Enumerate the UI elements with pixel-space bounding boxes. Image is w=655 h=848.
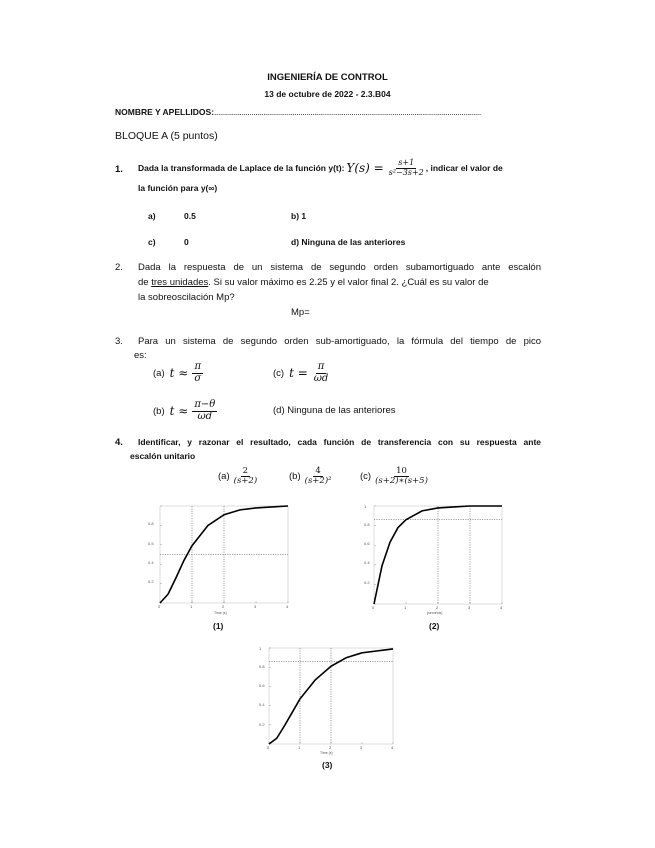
q3-line2: es: — [134, 350, 147, 361]
q4-tf-a-key: (a) — [218, 470, 230, 482]
plot-3-ytick: 0.2 — [259, 722, 265, 727]
plot-3-ytick: 1 — [259, 646, 262, 651]
plot-2-xlabel: (seconds) — [427, 611, 443, 615]
exam-title: INGENIERÍA DE CONTROL — [267, 72, 388, 83]
plot-1 — [140, 498, 300, 620]
q2-line2-underlined: tres unidades — [151, 277, 209, 288]
q1-statement — [138, 153, 503, 183]
q3-opt-a-den: σ — [194, 372, 202, 384]
plot-1-xtick: 4 — [286, 604, 289, 609]
q3-opt-a-lhs: t ≈ — [169, 366, 189, 380]
plot-1-xtick: 2 — [222, 604, 225, 609]
q3-option-c — [273, 358, 330, 388]
q4-tf-b — [289, 461, 334, 491]
q3-opt-a-num: π — [194, 361, 202, 372]
q3-opt-c-fraction — [312, 362, 331, 384]
q3-line1: Para un sistema de segundo orden sub-amortiguado, la fórmula del tiempo de pico — [138, 336, 541, 347]
q2-number: 2. — [115, 262, 123, 273]
q4-tf-c-fraction — [373, 467, 430, 486]
q3-opt-b-fraction — [192, 400, 217, 422]
q4-tf-a-den: (s+2) — [233, 475, 258, 486]
block-title: BLOQUE A (5 puntos) — [115, 130, 218, 142]
plot-3-xtick: 4 — [391, 745, 394, 750]
plot-3-caption: (3) — [322, 760, 333, 770]
plot-2-xtick: 4 — [500, 605, 503, 610]
q3-option-d: (d) Ninguna de las anteriores — [273, 405, 396, 416]
plot-3-ytick: 0.6 — [259, 683, 265, 688]
q1-text-b: , indicar el valor de — [425, 163, 503, 173]
plot-2-xtick: 0 — [372, 605, 375, 610]
q4-tf-b-key: (b) — [289, 470, 301, 482]
q1-opt-a-key: a) — [148, 211, 156, 221]
exam-date: 13 de octubre de 2022 - 2.3.B04 — [264, 89, 391, 99]
q2-line3: la sobreoscilación Mp? — [138, 292, 235, 303]
plot-2-ytick: 1 — [364, 504, 367, 509]
plot-2-xtick: 3 — [468, 605, 471, 610]
plot-2 — [355, 498, 515, 620]
q4-tf-c-den: (s+2)∗(s+5) — [375, 475, 428, 486]
q1-opt-d: d) Ninguna de las anteriores — [291, 237, 406, 247]
q1-opt-c-key: c) — [148, 237, 156, 247]
plot-3-ytick: 0.8 — [259, 664, 265, 669]
q2-answer: Mp= — [291, 307, 310, 318]
q2-line2 — [138, 277, 541, 288]
plot-3-ytick: 0.4 — [259, 702, 265, 707]
plot-3-xtick: 2 — [329, 745, 332, 750]
q1-num: s+1 — [398, 158, 415, 168]
plot-1-caption: (1) — [213, 621, 224, 631]
plot-2-caption: (2) — [429, 621, 440, 631]
q3-opt-c-lhs: t = — [289, 366, 308, 380]
q4-tf-c-key: (c) — [360, 470, 372, 482]
q4-tf-b-fraction — [303, 467, 334, 486]
q3-opt-c-num: π — [317, 361, 325, 372]
q3-opt-b-key: (b) — [153, 405, 165, 417]
plot-1-ytick: 0.8 — [148, 521, 154, 526]
plot-2-ytick: 0.4 — [364, 560, 370, 565]
name-label: NOMBRE Y APELLIDOS: — [115, 107, 215, 117]
q1-text-c: la función para y(∞) — [138, 183, 218, 193]
q4-line2: escalón unitario — [130, 451, 196, 461]
q4-line1: Identificar, y razonar el resultado, cada función de transferencia con su respuesta ante — [138, 437, 541, 447]
q1-number: 1. — [115, 164, 123, 175]
plot-2-ytick: 0.6 — [364, 541, 370, 546]
plot-1-ytick: 0.4 — [148, 560, 154, 565]
q3-opt-a-key: (a) — [153, 367, 165, 379]
name-field — [115, 107, 481, 117]
plot-1-ytick: 0.2 — [148, 579, 154, 584]
plot-1-xtick: 0 — [158, 604, 161, 609]
q4-tf-b-den: (s+2)² — [304, 475, 332, 486]
q3-opt-c-den: ωd — [313, 372, 329, 384]
plot-2-xtick: 1 — [404, 605, 407, 610]
plot-2-area — [374, 506, 502, 604]
q4-tf-c — [360, 461, 430, 491]
q1-fraction — [387, 159, 426, 177]
plot-1-ytick: 0.5 — [148, 541, 154, 546]
q2-line2-pre: de — [138, 277, 149, 288]
q2-line2-post: . Si su valor máximo es 2.25 y el valor final 2. ¿Cuál es su valor de — [208, 277, 489, 288]
plot-1-area — [160, 506, 288, 603]
plot-1-xtick: 3 — [254, 604, 257, 609]
q1-opt-b: b) 1 — [291, 211, 307, 221]
q3-opt-b-num: π−θ — [194, 399, 216, 410]
q2-line1: Dada la respuesta de un sistema de segundo orden subamortiguado ante escalón — [138, 262, 541, 273]
plot-3-xtick: 0 — [267, 745, 270, 750]
plot-3-xlabel: Time (s) — [320, 751, 333, 755]
plot-3 — [250, 640, 410, 758]
q1-text-a: Dada la transformada de Laplace de la función y(t): — [138, 163, 345, 173]
q4-tf-a — [218, 461, 259, 491]
q3-option-b — [153, 396, 217, 426]
q4-tf-c-num: 10 — [396, 465, 407, 476]
plot-1-xtick: 1 — [190, 604, 193, 609]
plot-1-xlabel: Time (s) — [214, 611, 227, 615]
q3-number: 3. — [115, 336, 123, 347]
plot-2-ytick: 0.2 — [364, 580, 370, 585]
q4-tf-a-num: 2 — [242, 465, 249, 476]
q4-tf-a-fraction — [232, 467, 260, 486]
plot-3-xtick: 1 — [298, 745, 301, 750]
plot-3-xtick: 3 — [360, 745, 363, 750]
plot-3-area — [269, 648, 393, 744]
q1-opt-a-value: 0.5 — [184, 211, 196, 221]
q3-opt-a-fraction — [192, 362, 203, 384]
q1-den: s²−3s+2 — [388, 167, 424, 177]
q3-opt-b-den: ωd — [197, 410, 213, 422]
q4-number: 4. — [115, 437, 123, 448]
q1-opt-c-value: 0 — [184, 237, 189, 247]
plot-2-xtick: 2 — [436, 605, 439, 610]
q3-opt-c-key: (c) — [273, 367, 285, 379]
q3-option-a — [153, 358, 203, 388]
q1-lhs: Y(s) = — [346, 161, 384, 175]
plot-2-ytick: 0.8 — [364, 522, 370, 527]
q3-opt-b-lhs: t ≈ — [169, 404, 189, 418]
name-line: ........................................................................................................................................ — [214, 107, 481, 117]
q4-tf-b-num: 4 — [315, 465, 321, 476]
